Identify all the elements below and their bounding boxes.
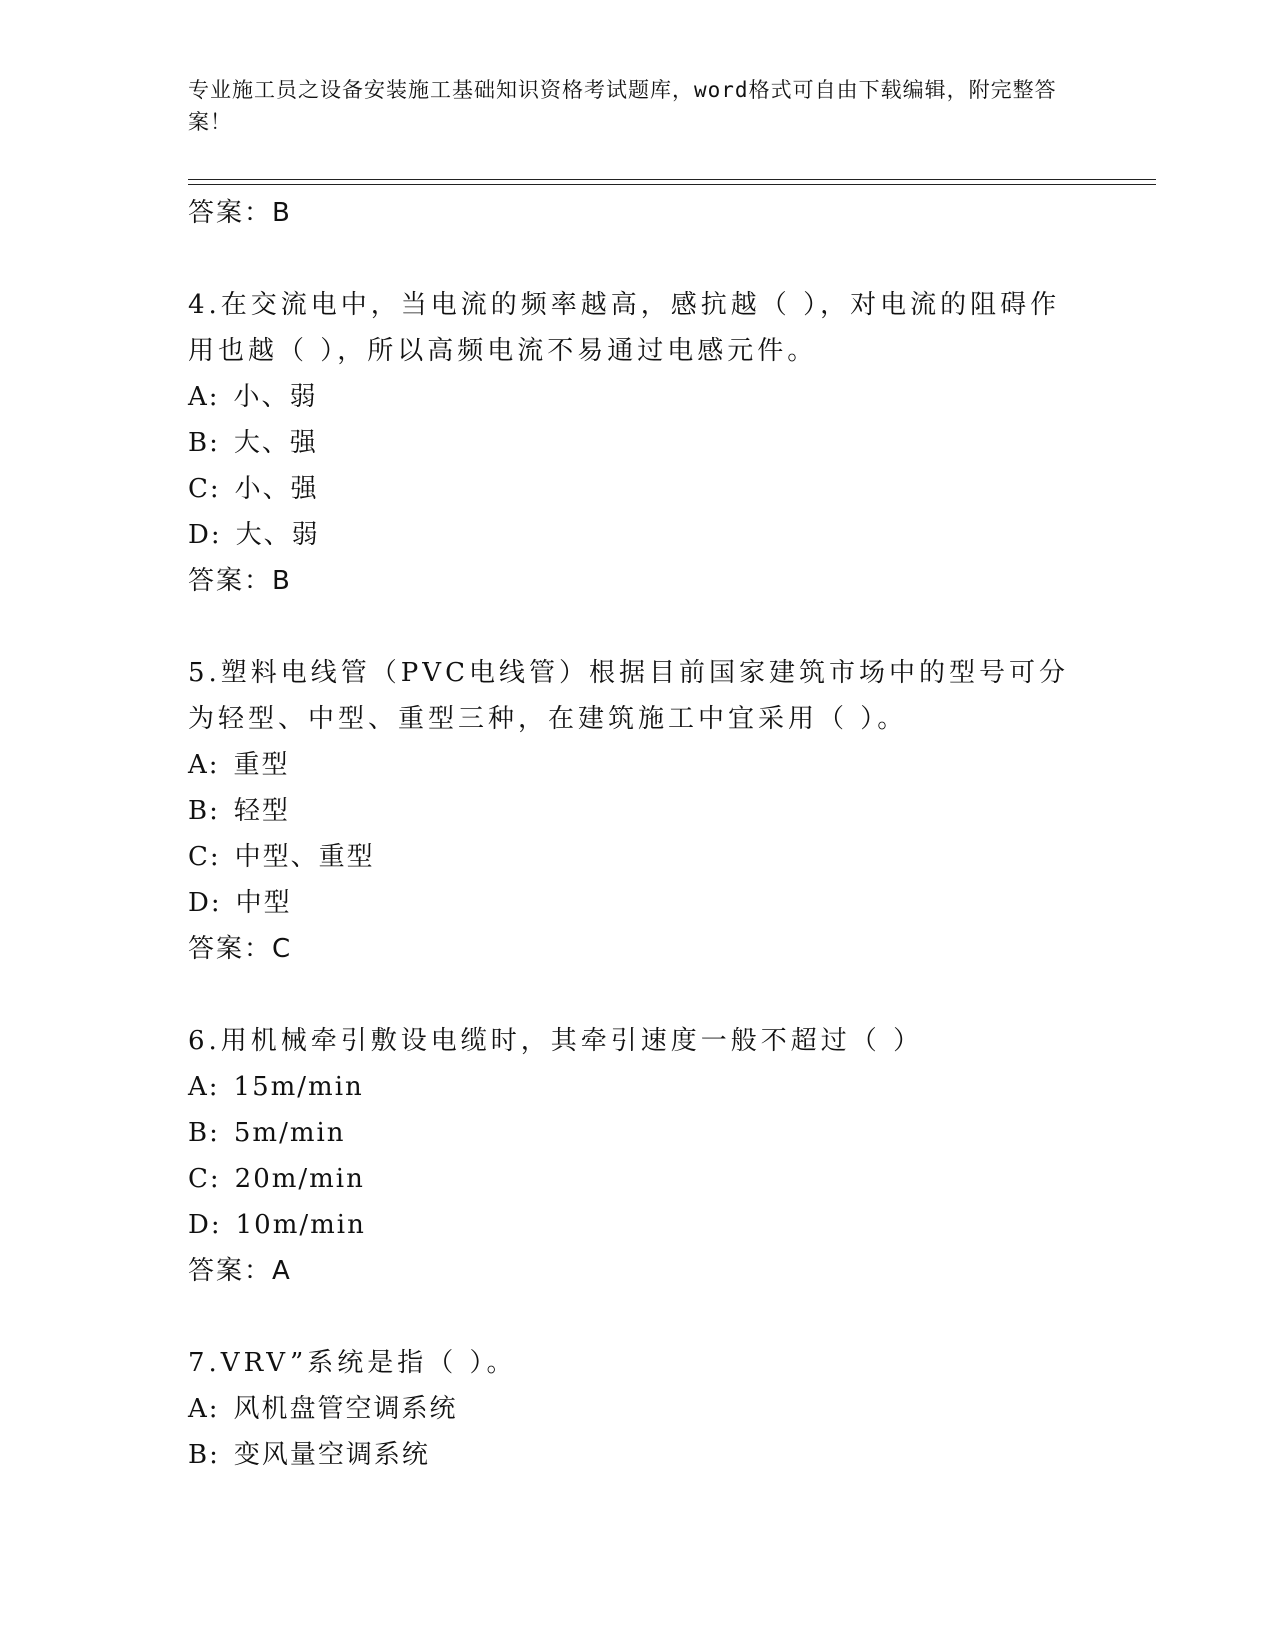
option-text: 中型、重型: [234, 842, 375, 872]
option-d: [188, 512, 1088, 558]
option-a: [188, 1386, 1088, 1432]
document-header: [188, 74, 1088, 138]
option-d: [188, 1202, 1088, 1248]
option-key: C:: [188, 842, 221, 872]
question-7: [188, 1340, 1088, 1478]
option-text: 20m/min: [234, 1164, 365, 1194]
question-4: [188, 282, 1088, 604]
option-key: C:: [188, 474, 221, 504]
option-a: [188, 374, 1088, 420]
option-c: [188, 834, 1088, 880]
option-text: 大、弱: [235, 520, 320, 550]
option-text: 小、弱: [233, 382, 318, 412]
option-key: B:: [188, 796, 220, 826]
answer-line: 答案：B: [188, 198, 292, 228]
option-key: B:: [188, 1118, 220, 1148]
question-6: [188, 1018, 1088, 1294]
option-key: A:: [188, 1394, 220, 1424]
option-text: 中型: [235, 888, 292, 918]
option-c: [188, 466, 1088, 512]
answer-line: 答案：C: [188, 934, 293, 964]
option-key: B:: [188, 1440, 220, 1470]
option-key: B:: [188, 428, 220, 458]
option-text: 小、强: [234, 474, 319, 504]
option-key: C:: [188, 1164, 221, 1194]
header-text: 专业施工员之设备安装施工基础知识资格考试题库，word格式可自由下载编辑，附完整答案！: [188, 78, 1057, 134]
question-stem: 7.VRV”系统是指（ ）。: [188, 1348, 517, 1378]
option-c: [188, 1156, 1088, 1202]
option-key: A:: [188, 750, 220, 780]
option-text: 15m/min: [233, 1072, 364, 1102]
option-a: [188, 1064, 1088, 1110]
option-b: [188, 1432, 1088, 1478]
question-stem: 6.用机械牵引敷设电缆时，其牵引速度一般不超过（ ）: [188, 1026, 924, 1056]
question-5: [188, 650, 1088, 972]
option-key: A:: [188, 1072, 220, 1102]
question-stem: 5.塑料电线管（PVC电线管）根据目前国家建筑市场中的型号可分为轻型、中型、重型三种，在建筑施工中宜采用（ ）。: [188, 658, 1069, 734]
option-text: 5m/min: [233, 1118, 346, 1148]
option-text: 轻型: [233, 796, 290, 826]
option-b: [188, 788, 1088, 834]
option-text: 大、强: [233, 428, 318, 458]
option-key: D:: [188, 520, 222, 550]
option-text: 重型: [233, 750, 290, 780]
option-b: [188, 420, 1088, 466]
option-text: 10m/min: [235, 1210, 366, 1240]
answer-line: 答案：A: [188, 1256, 292, 1286]
option-key: D:: [188, 888, 222, 918]
option-key: D:: [188, 1210, 222, 1240]
option-key: A:: [188, 382, 220, 412]
option-b: [188, 1110, 1088, 1156]
header-divider-bottom: [188, 184, 1156, 185]
answer-line: 答案：B: [188, 566, 292, 596]
option-a: [188, 742, 1088, 788]
option-text: 变风量空调系统: [233, 1440, 430, 1470]
option-text: 风机盘管空调系统: [233, 1394, 458, 1424]
question-stem: 4.在交流电中，当电流的频率越高，感抗越（ ），对电流的阻碍作用也越（ ），所以高频电流不易通过电感元件。: [188, 290, 1061, 366]
header-divider-top: [188, 179, 1156, 180]
option-d: [188, 880, 1088, 926]
question-list: [188, 190, 1088, 1478]
